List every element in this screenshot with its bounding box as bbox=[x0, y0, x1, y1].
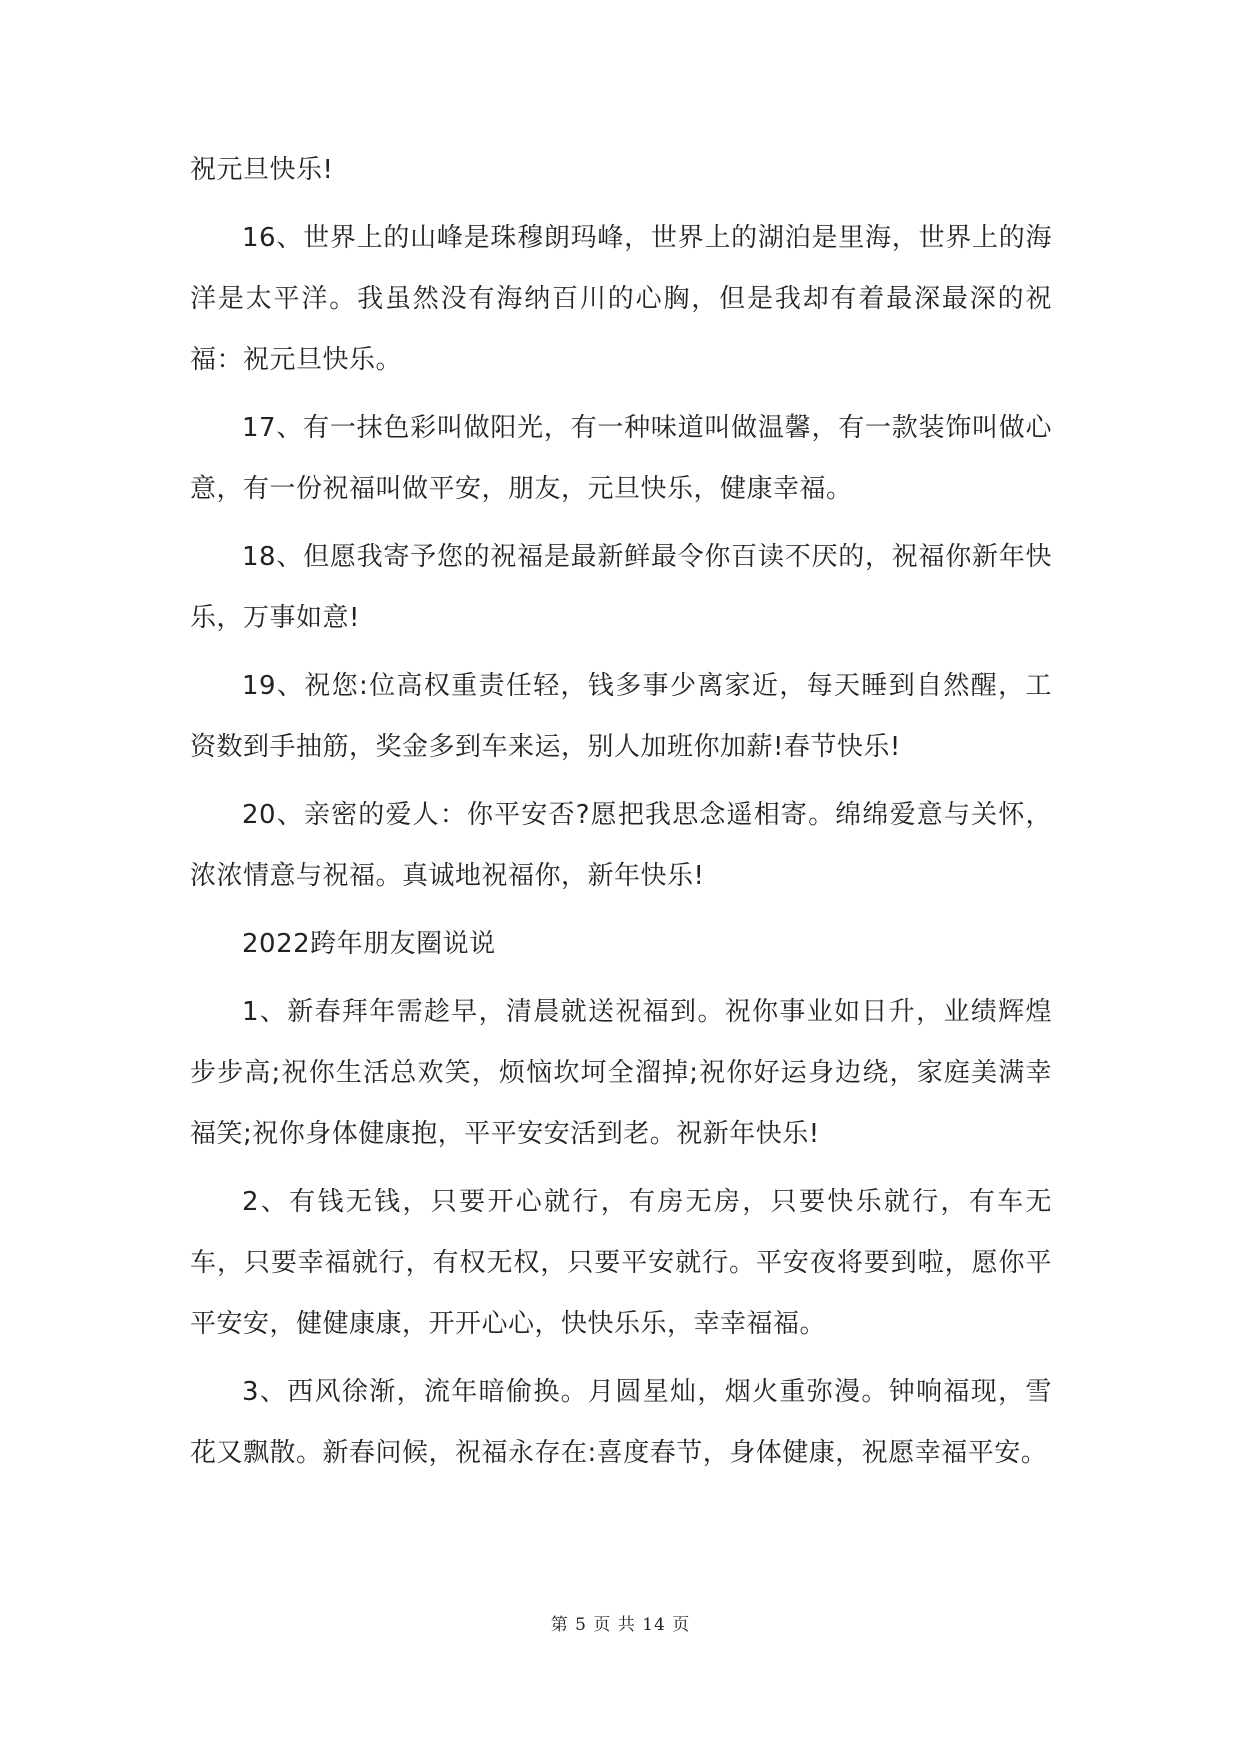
paragraph: 3、西风徐渐，流年暗偷换。月圆星灿，烟火重弥漫。钟响福现，雪花又飘散。新春问候，祝福永存在:喜度春节，身体健康，祝愿幸福平安。 bbox=[190, 1377, 1052, 1468]
paragraph: 17、有一抹色彩叫做阳光，有一种味道叫做温馨，有一款装饰叫做心意，有一份祝福叫做平安，朋友，元旦快乐，健康幸福。 bbox=[190, 413, 1052, 504]
paragraph: 19、祝您:位高权重责任轻，钱多事少离家近，每天睡到自然醒，工资数到手抽筋，奖金多到车来运，别人加班你加薪!春节快乐! bbox=[190, 671, 1052, 762]
paragraph: 1、新春拜年需趁早，清晨就送祝福到。祝你事业如日升，业绩辉煌步步高;祝你生活总欢笑，烦恼坎坷全溜掉;祝你好运身边绕，家庭美满幸福笑;祝你身体健康抱，平平安安活到老。祝新年快乐! bbox=[190, 997, 1052, 1149]
paragraph: 18、但愿我寄予您的祝福是最新鲜最令你百读不厌的，祝福你新年快乐，万事如意! bbox=[190, 542, 1052, 633]
section-heading: 2022跨年朋友圈说说 bbox=[242, 929, 496, 959]
paragraph: 2、有钱无钱，只要开心就行，有房无房，只要快乐就行，有车无车，只要幸福就行，有权无权，只要平安就行。平安夜将要到啦，愿你平平安安，健健康康，开开心心，快快乐乐，幸幸福福。 bbox=[190, 1187, 1052, 1339]
paragraph: 16、世界上的山峰是珠穆朗玛峰，世界上的湖泊是里海，世界上的海洋是太平洋。我虽然没有海纳百川的心胸，但是我却有着最深最深的祝福：祝元旦快乐。 bbox=[190, 223, 1052, 375]
paragraph: 祝元旦快乐! bbox=[190, 155, 334, 185]
page-number-footer: 第 5 页 共 14 页 bbox=[550, 1615, 691, 1635]
paragraph: 20、亲密的爱人：你平安否?愿把我思念遥相寄。绵绵爱意与关怀，浓浓情意与祝福。真诚地祝福你，新年快乐! bbox=[190, 800, 1052, 891]
document-body bbox=[190, 140, 1052, 1491]
